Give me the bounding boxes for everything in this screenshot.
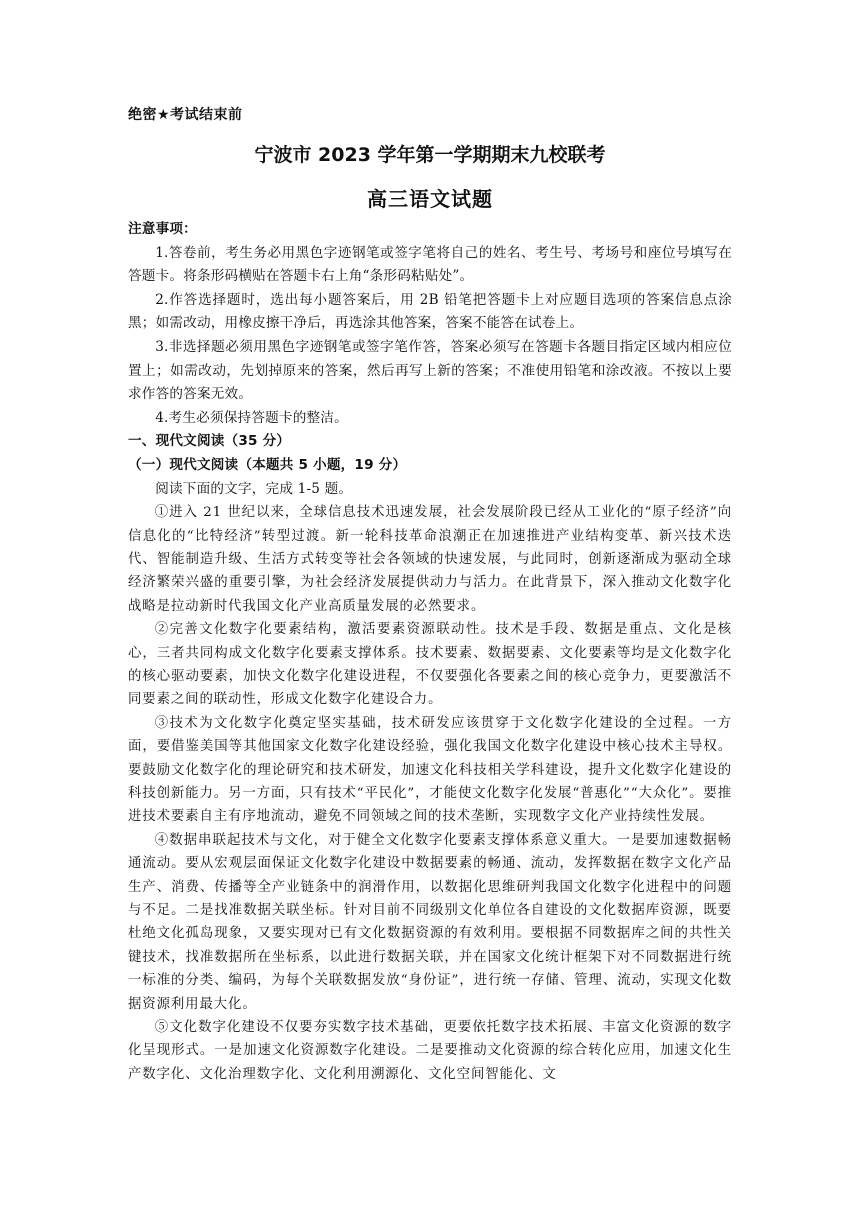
- passage-paragraph: ③技术为文化数字化奠定坚实基础，技术研发应该贯穿于文化数字化建设的全过程。一方面，要借鉴美国等其他国家文化数字化建设经验，强化我国文化数字化建设中核心技术主导权。要鼓励文化数字化的理论研究和技术研发，加速文化科技相关学科建设，提升文化数字化建设的科技创新能力。另一方面，只有技术“平民化”，才能使文化数字化发展“普惠化”“大众化”。要推进技术要素自主有序地流动，避免不同领域之间的技术垄断，实现数字文化产业持续性发展。: [128, 715, 732, 825]
- passage-paragraph: ②完善文化数字化要素结构，激活要素资源联动性。技术是手段、数据是重点、文化是核心，三者共同构成文化数字化要素支撑体系。技术要素、数据要素、文化要素等均是文化数字化的核心驱动要素，加快文化数字化建设进程，不仅要强化各要素之间的核心竞争力，更要激活不同要素之间的联动性，形成文化数字化建设合力。: [128, 622, 732, 708]
- notice-item: 3.非选择题必须用黑色字迹钢笔或签字笔作答，答案必须写在答题卡各题目指定区域内相应位置上；如需改动，先划掉原来的答案，然后再写上新的答案；不准使用铅笔和涂改液。不按以上要求作答的答案无效。: [128, 338, 732, 403]
- secret-label: 绝密★考试结束前: [128, 107, 243, 123]
- reading-instruction: 阅读下面的文字，完成 1-5 题。: [155, 480, 353, 497]
- notice-item: 2.作答选择题时，选出每小题答案后，用 2B 铅笔把答题卡上对应题目选项的答案信息点涂黑；如需改动，用橡皮擦干净后，再选涂其他答案，答案不能答在试卷上。: [128, 291, 732, 332]
- notice-item: 4.考生必须保持答题卡的整洁。: [155, 409, 348, 426]
- notice-item: 1.答卷前，考生务必用黑色字迹钢笔或签字笔将自己的姓名、考生号、考场号和座位号填写在答题卡。将条形码横贴在答题卡右上角“条形码粘贴处”。: [128, 244, 732, 285]
- notice-heading: 注意事项：: [128, 221, 197, 237]
- passage-paragraph: ①进入 21 世纪以来，全球信息技术迅速发展，社会发展阶段已经从工业化的“原子经济”向信息化的“比特经济”转型过渡。新一轮科技革命浪潮正在加速推进产业结构变革、新兴技术迭代、智能制造升级、生活方式转变等社会各领域的快速发展，与此同时，创新逐渐成为驱动全球经济繁荣兴盛的重要引擎，为社会经济发展提供动力与活力。在此背景下，深入推动文化数字化战略是拉动新时代我国文化产业高质量发展的必然要求。: [128, 505, 732, 614]
- exam-subtitle: 高三语文试题: [367, 187, 493, 211]
- subsection-heading: （一）现代文阅读（本题共 5 小题，19 分）: [128, 456, 407, 473]
- exam-title: 宁波市 2023 学年第一学期期末九校联考: [254, 144, 606, 166]
- section-heading: 一、现代文阅读（35 分）: [128, 433, 291, 450]
- passage-paragraph: ④数据串联起技术与文化，对于健全文化数字化要素支撑体系意义重大。一是要加速数据畅通流动。要从宏观层面保证文化数字化建设中数据要素的畅通、流动，发挥数据在数字文化产品生产、消费、传播等全产业链条中的润滑作用，以数据化思维研判我国文化数字化进程中的问题与不足。二是找准数据关联坐标。针对目前不同级别文化单位各自建设的文化数据库资源，既要杜绝文化孤岛现象，又要实现对已有文化数据资源的有效利用。要根据不同数据库之间的共性关键技术，找准数据所在坐标系，以此进行数据关联，并在国家文化统计框架下对不同数据进行统一标准的分类、编码，为每个关联数据发放“身份证”，进行统一存储、管理、流动，实现文化数据资源利用最大化。: [128, 832, 732, 1012]
- exam-content: [128, 218, 732, 1086]
- passage-paragraph: ⑤文化数字化建设不仅要夯实数字技术基础，更要依托数字技术拓展、丰富文化资源的数字化呈现形式。一是加速文化资源数字化建设。二是要推动文化资源的综合转化应用，加速文化生产数字化、文化治理数字化、文化利用溯源化、文化空间智能化、文: [128, 1020, 732, 1082]
